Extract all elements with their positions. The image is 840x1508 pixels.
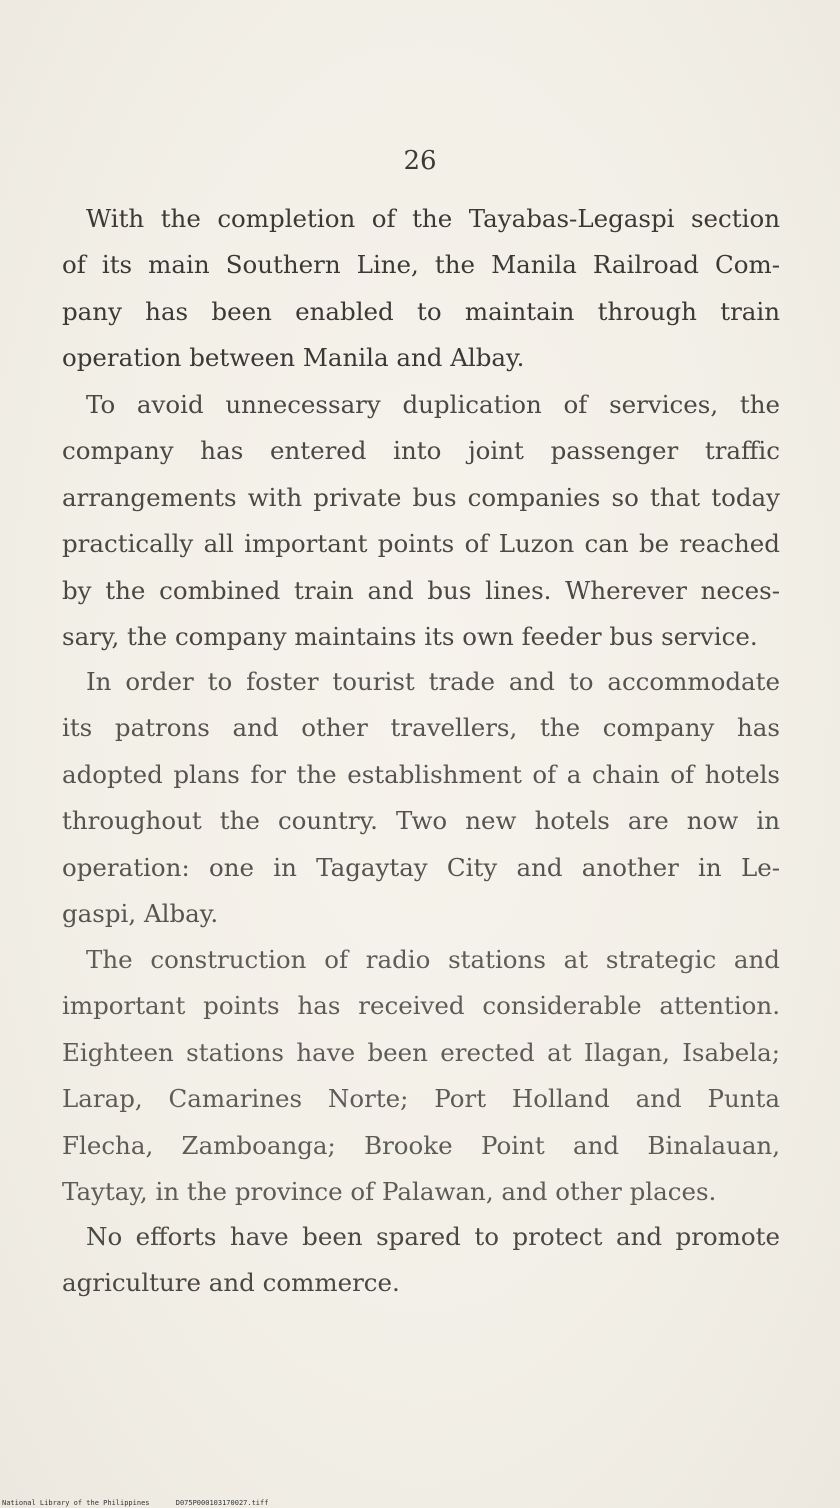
text-line: of its main Southern Line, the Manila Railroad Com- xyxy=(62,250,780,280)
text-line: Eighteen stations have been erected at Ilagan, Isabela; xyxy=(62,1037,780,1067)
text-line: practically all important points of Luzon can be reached xyxy=(62,529,780,559)
text-line: To avoid unnecessary duplication of services, the xyxy=(86,390,780,419)
text-line: agriculture and commerce. xyxy=(62,1268,400,1298)
paragraph-railroad-line xyxy=(62,196,780,382)
text-line: Taytay, in the province of Palawan, and other places. xyxy=(62,1177,717,1207)
text-line: company has entered into joint passenger traffic xyxy=(62,436,780,466)
paragraph-radio-stations xyxy=(62,937,780,1215)
text-line: its patrons and other travellers, the company has xyxy=(62,713,780,743)
text-line: Larap, Camarines Norte; Port Holland and Punta xyxy=(62,1084,780,1114)
text-line: by the combined train and bus lines. Wherever neces- xyxy=(62,575,780,605)
scan-footer xyxy=(2,1499,290,1507)
text-line: gaspi, Albay. xyxy=(62,899,219,929)
footer-file: D075P000103170027.tiff xyxy=(175,1499,269,1507)
text-line: pany has been enabled to maintain through train xyxy=(62,296,780,326)
paragraph-agriculture xyxy=(62,1214,780,1307)
text-line: throughout the country. Two new hotels are now in xyxy=(62,806,780,836)
text-line: adopted plans for the establishment of a chain of hotels xyxy=(62,759,780,789)
page-number: 26 xyxy=(403,146,437,176)
text-line: operation: one in Tagaytay City and another in Le- xyxy=(62,852,780,882)
footer-library: National Library of the Philippines xyxy=(2,1499,150,1507)
text-line: arrangements with private bus companies so that today xyxy=(62,482,780,512)
text-line: With the completion of the Tayabas-Legaspi section xyxy=(86,204,780,233)
text-line: No efforts have been spared to protect and promote xyxy=(86,1222,780,1251)
text-line: Flecha, Zamboanga; Brooke Point and Binalauan, xyxy=(62,1130,780,1160)
text-line: In order to foster tourist trade and to accommodate xyxy=(86,667,780,696)
text-line: important points has received considerable attention. xyxy=(62,991,780,1021)
paragraph-hotels xyxy=(62,659,780,937)
text-line: The construction of radio stations at strategic and xyxy=(86,945,780,974)
text-line: operation between Manila and Albay. xyxy=(62,343,525,373)
text-line: sary, the company maintains its own feeder bus service. xyxy=(62,622,758,652)
paragraph-bus-arrangements xyxy=(62,382,780,660)
